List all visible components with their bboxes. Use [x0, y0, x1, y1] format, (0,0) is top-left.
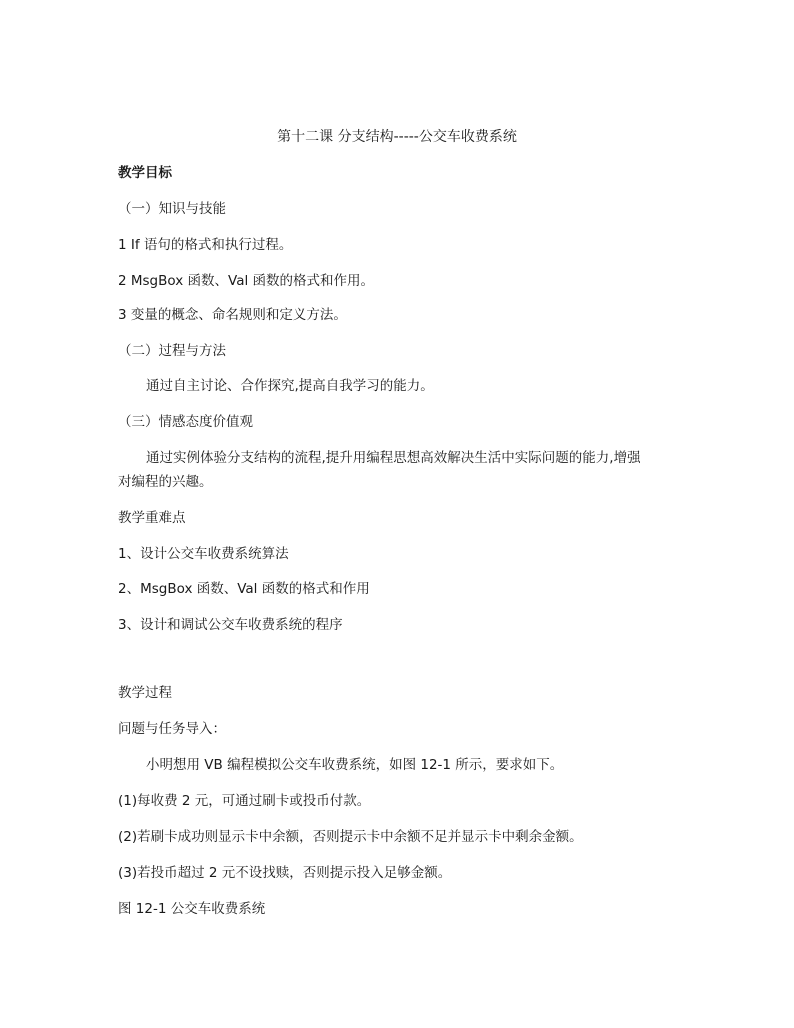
- section1-item-3: 3 变量的概念、命名规则和定义方法。: [118, 307, 347, 323]
- lesson-title: 第十二课 分支结构-----公交车收费系统: [277, 129, 517, 145]
- section3-text-line2: 对编程的兴趣。: [118, 474, 213, 490]
- key-point-3: 3、设计和调试公交车收费系统的程序: [118, 617, 343, 633]
- requirement-2: (2)若刷卡成功则显示卡中余额，否则提示卡中余额不足并显示卡中剩余金额。: [118, 829, 583, 845]
- section3-heading: （三）情感态度价值观: [118, 414, 253, 430]
- section1-item-2: 2 MsgBox 函数、Val 函数的格式和作用。: [118, 273, 375, 289]
- section2-heading: （二）过程与方法: [118, 343, 226, 359]
- section3-text-line1: 通过实例体验分支结构的流程,提升用编程思想高效解决生活中实际问题的能力,增强: [146, 450, 641, 466]
- task-description: 小明想用 VB 编程模拟公交车收费系统，如图 12-1 所示，要求如下。: [146, 757, 564, 773]
- figure-caption: 图 12-1 公交车收费系统: [118, 901, 266, 917]
- task-intro: 问题与任务导入：: [118, 721, 226, 737]
- key-points-heading: 教学重难点: [118, 510, 186, 526]
- process-heading: 教学过程: [118, 685, 172, 701]
- requirement-1: (1)每收费 2 元，可通过刷卡或投币付款。: [118, 793, 371, 809]
- section1-item-1: 1 If 语句的格式和执行过程。: [118, 237, 293, 253]
- objectives-heading: 教学目标: [118, 165, 172, 181]
- section1-heading: （一）知识与技能: [118, 201, 226, 217]
- key-point-2: 2、MsgBox 函数、Val 函数的格式和作用: [118, 581, 370, 597]
- requirement-3: (3)若投币超过 2 元不设找赎，否则提示投入足够金额。: [118, 865, 452, 881]
- section2-text: 通过自主讨论、合作探究,提高自我学习的能力。: [146, 378, 434, 394]
- key-point-1: 1、设计公交车收费系统算法: [118, 546, 289, 562]
